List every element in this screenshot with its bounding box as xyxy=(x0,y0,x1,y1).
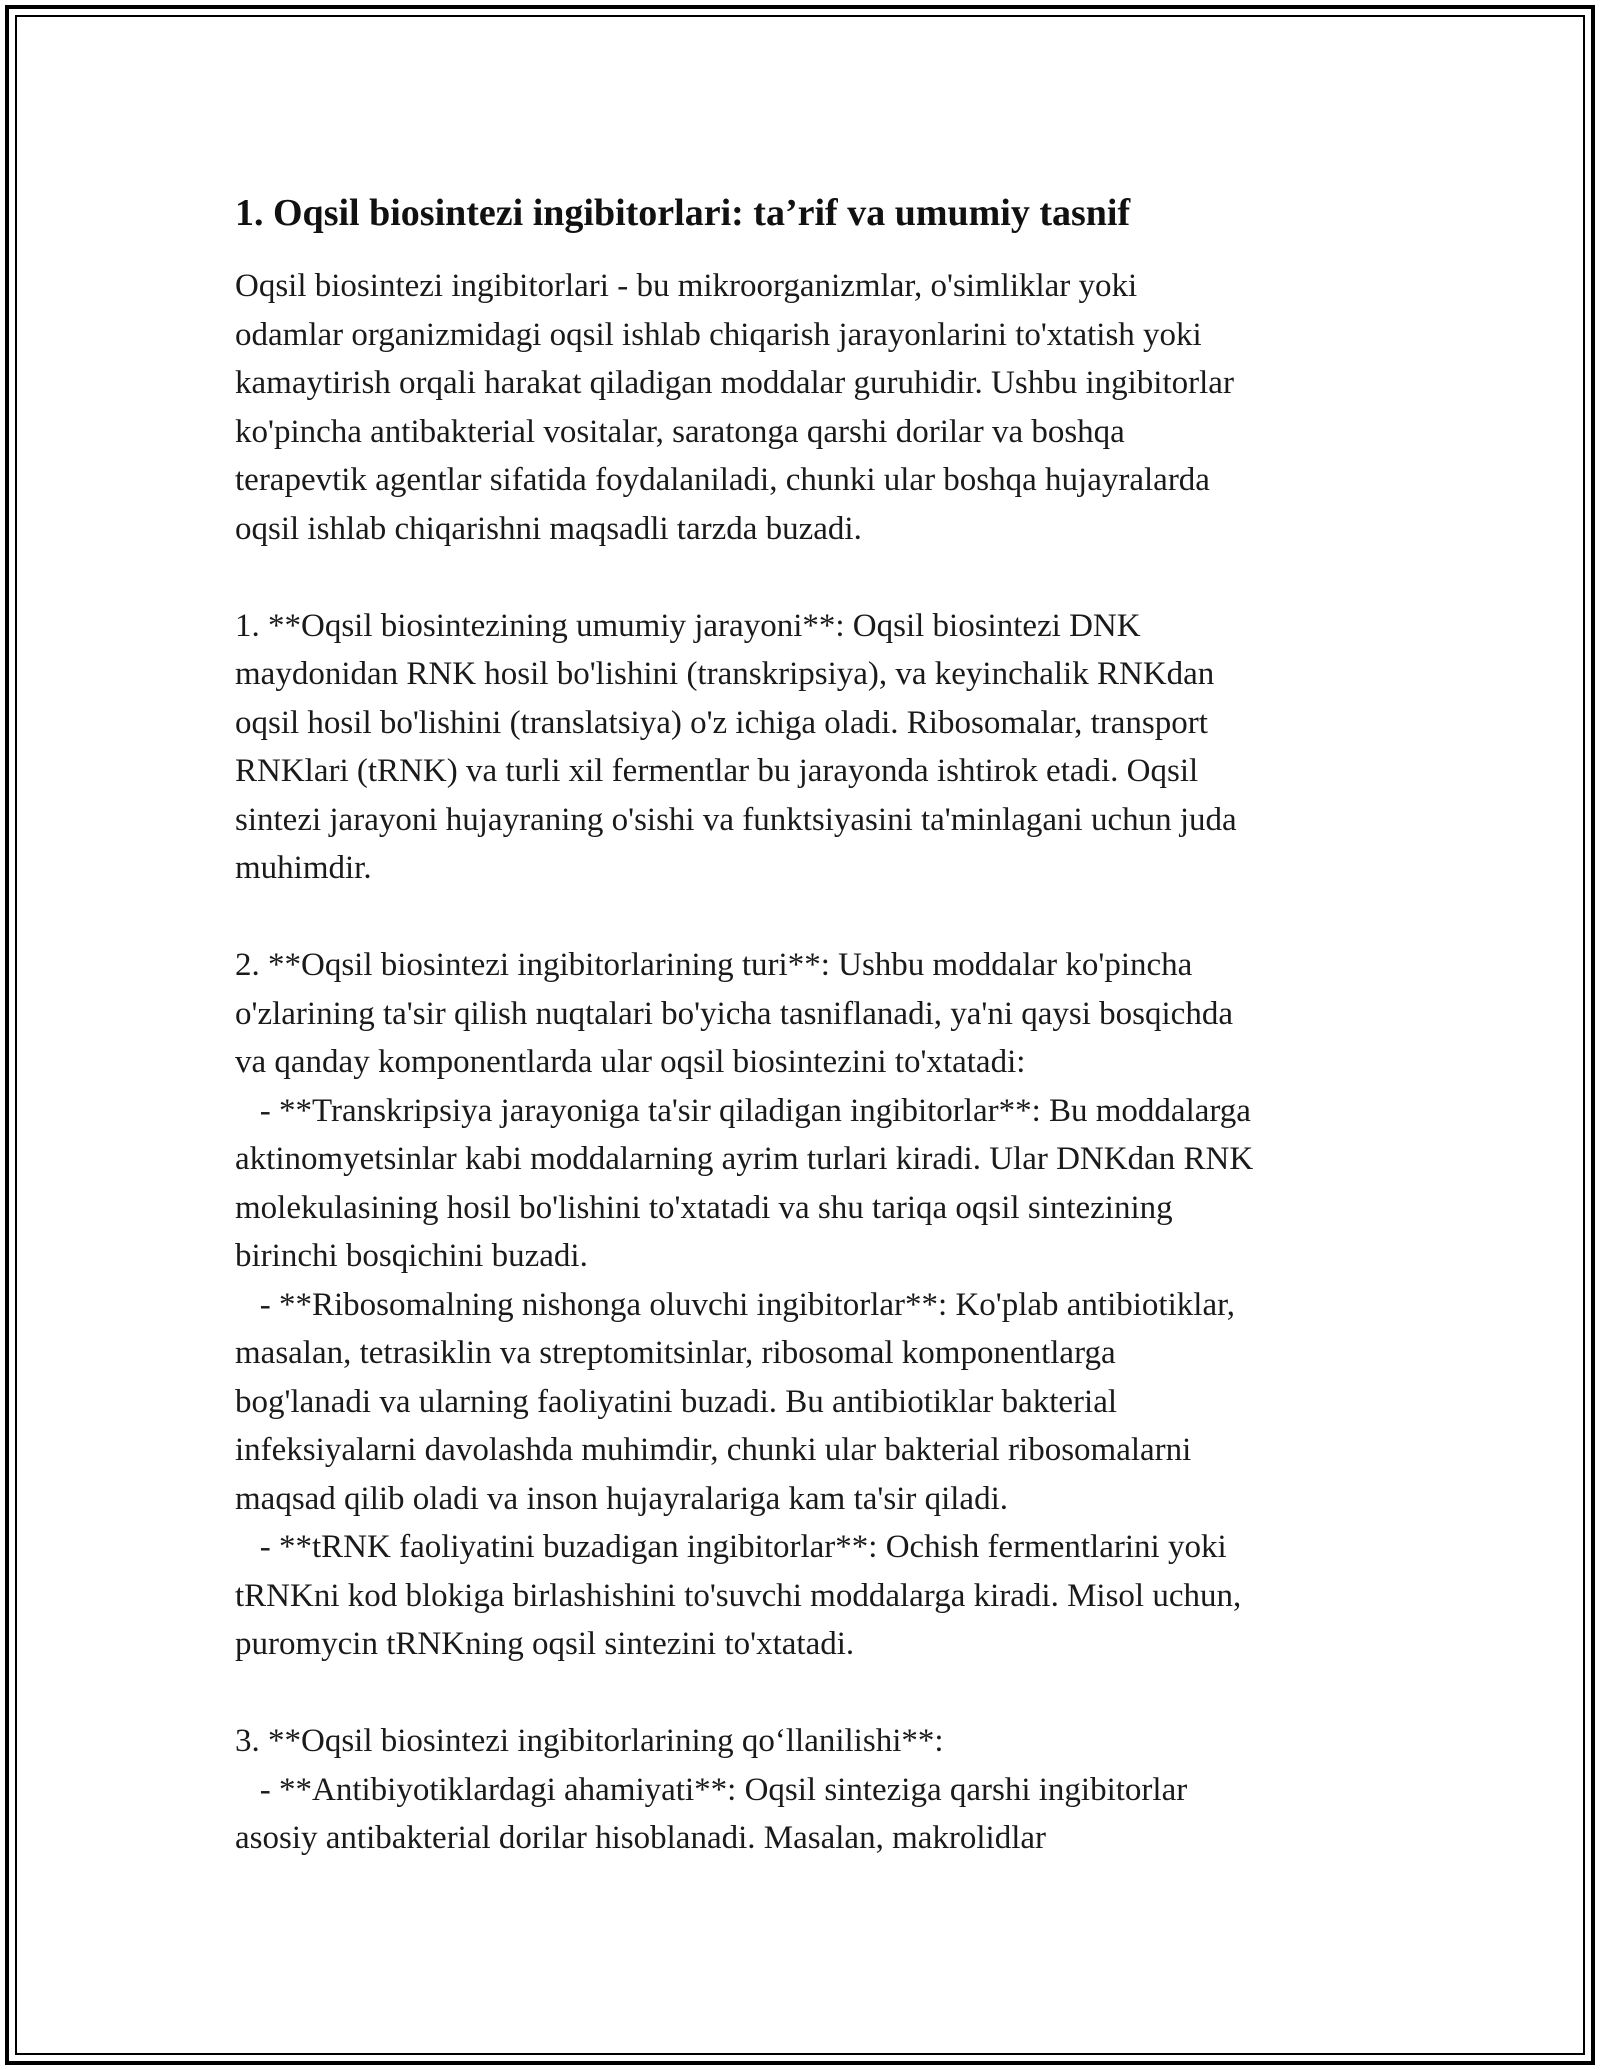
paragraph-applications: 3. **Oqsil biosintezi ingibitorlarining qo‘llanilishi**: - **Antibiyotiklardagi ahamiyati**: Oqsil sinteziga qarshi ingibitorlar asosiy antibakterial dorilar hisoblanadi. Masalan, makrolidlar xyxy=(235,1723,1188,1856)
paragraph-general-process: 1. **Oqsil biosintezining umumiy jarayoni**: Oqsil biosintezi DNK maydonidan RNK hosil bo'lishini (transkripsiya), va keyinchalik RNKdan oqsil hosil bo'lishini (translatsiya) o'z ichiga oladi. Ribosomalar, transport RNKlari (tRNK) va turli xil fermentlar bu jarayonda ishtirok etadi. Oqsil sintezi jarayoni hujayraning o'sishi va funktsiyasini ta'minlagani uchun juda muhimdir. xyxy=(235,607,1237,886)
document-body xyxy=(235,188,1395,1863)
section-heading: 1. Oqsil biosintezi ingibitorlari: ta’rif va umumiy tasnif xyxy=(235,192,1131,234)
intro-paragraph: Oqsil biosintezi ingibitorlari - bu mikroorganizmlar, o'simliklar yoki odamlar organizmidagi oqsil ishlab chiqarish jarayonlarini to'xtatish yoki kamaytirish orqali harakat qiladigan moddalar guruhidir. Ushbu ingibitorlar ko'pincha antibakterial vositalar, saratonga qarshi dorilar va boshqa terapevtik agentlar sifatida foydalaniladi, chunki ular boshqa hujayralarda oqsil ishlab chiqarishni maqsadli tarzda buzadi. xyxy=(235,268,1234,547)
paragraph-inhibitor-types: 2. **Oqsil biosintezi ingibitorlarining turi**: Ushbu moddalar ko'pincha o'zlarining ta'sir qilish nuqtalari bo'yicha tasniflanadi, ya'ni qaysi bosqichda va qanday komponentlarda ular oqsil biosintezini to'xtatadi: - **Transkripsiya jarayoniga ta'sir qiladigan ingibitorlar**: Bu moddalarga aktinomyetsinlar kabi moddalarning ayrim turlari kiradi. Ular DNKdan RNK molekulasining hosil bo'lishini to'xtatadi va shu tariqa oqsil sintezining birinchi bosqichini buzadi. - **Ribosomalning nishonga oluvchi ingibitorlar**: Ko'plab antibiotiklar, masalan, tetrasiklin va streptomitsinlar, ribosomal komponentlarga bog'lanadi va ularning faoliyatini buzadi. Bu antibiotiklar bakterial infeksiyalarni davolashda muhimdir, chunki ular bakterial ribosomalarni maqsad qilib oladi va inson hujayralariga kam ta'sir qiladi. - **tRNK faoliyatini buzadigan ingibitorlar**: Ochish fermentlarini yoki tRNKni kod blokiga birlashishini to'suvchi moddalarga kiradi. Misol uchun, puromycin tRNKning oqsil sintezini to'xtatadi. xyxy=(235,947,1254,1662)
